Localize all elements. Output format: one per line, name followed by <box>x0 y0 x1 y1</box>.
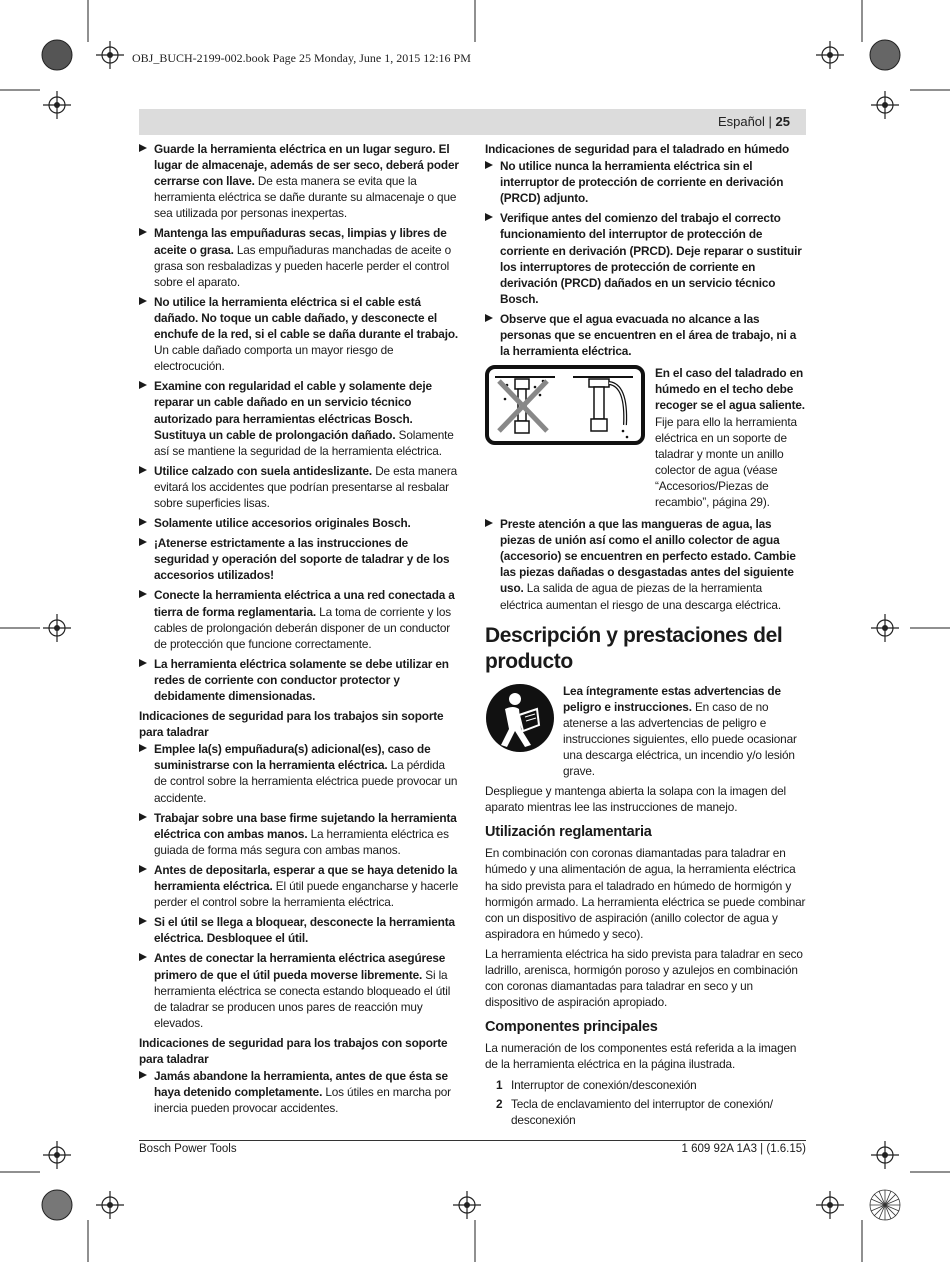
ceiling-drilling-bold: En el caso del taladrado en húmedo en el techo debe recoger se el agua saliente. <box>655 366 805 413</box>
bullet-triangle-icon <box>139 466 147 474</box>
header-bar <box>139 109 806 135</box>
component-number: 1 <box>496 1077 503 1092</box>
footer-doc-id: 1 609 92A 1A3 | (1.6.15) <box>681 1143 806 1155</box>
bullet-bold-text: No utilice la herramienta eléctrica si el cable está dañado. No toque un cable dañado, y desconecte el enchufe de la red, si el cable se daña durante el trabajo. <box>154 294 459 342</box>
bullet-body-text: De esta manera se evita que la herramienta eléctrica se dañe durante su almacenaje o que sea utilizada por personas inexpertas. <box>154 174 457 221</box>
bullet-item <box>139 587 459 651</box>
print-metadata: OBJ_BUCH-2199-002.book Page 25 Monday, June 1, 2015 12:16 PM <box>132 51 471 65</box>
heading-utilizacion: Utilización reglamentaria <box>485 824 652 841</box>
bullet-bold-text: No utilice nunca la herramienta eléctrica sin el interruptor de protección de corriente en derivación (PRCD) adjunto. <box>500 159 784 206</box>
bullet-bold-text: Guarde la herramienta eléctrica en un lugar seguro. El lugar de almacenaje, además de ser seco, deberá poder cerrarse con llave. <box>154 142 459 189</box>
bullet-triangle-icon <box>139 744 147 752</box>
bullet-triangle-icon <box>485 213 493 221</box>
bullet-bold-text: Examine con regularidad el cable y solamente deje reparar un cable dañado en un servicio técnico autorizado para herramientas eléctricas Bosch. Sustituya un cable de prolongación dañado. <box>154 379 432 442</box>
right-bullet-list-1 <box>485 158 806 359</box>
right-bullet-list-2 <box>485 516 806 613</box>
bullet-bold-text: Emplee la(s) empuñadura(s) adicional(es), caso de suministrarse con la herramienta eléctrica. <box>154 742 431 773</box>
bullet-bold-text: Antes de conectar la herramienta eléctrica asegúrese primero de que el útil pueda moverse libremente. <box>154 951 446 982</box>
bullet-bold-text: Antes de depositarla, esperar a que se haya detenido la herramienta eléctrica. <box>154 862 458 894</box>
components-list <box>485 1077 806 1128</box>
bullet-bold-text: Utilice calzado con suela antideslizante. <box>154 463 373 478</box>
bullet-bold-text: Trabajar sobre una base firme sujetando la herramienta eléctrica con ambas manos. <box>154 810 457 841</box>
bullet-bold-text: Preste atención a que las mangueras de agua, las piezas de unión así como el anillo colector de agua (accesorio) se encuentren en perfecto estado. Cambie las piezas dañadas o desgastadas antes del siguiente uso. <box>500 517 796 596</box>
bullet-bold-text: Observe que el agua evacuada no alcance a las personas que se encuentren en el área de trabajo, ni a la herramienta eléctrica. <box>500 311 797 359</box>
bullet-item <box>139 862 459 910</box>
bullet-item <box>139 141 459 221</box>
bullet-body-text: Un cable dañado comporta un mayor riesgo de electrocución. <box>154 343 394 374</box>
subheading-con-soporte: Indicaciones de seguridad para los trabajos con soporte para taladrar <box>139 1035 448 1066</box>
bullet-bold-text: La herramienta eléctrica solamente se debe utilizar en redes de corriente con conductor protector y debidamente dimensionadas. <box>154 656 449 703</box>
left-bullet-list-1 <box>139 141 459 704</box>
bullet-item <box>139 535 459 583</box>
bullet-triangle-icon <box>139 538 147 546</box>
bullet-triangle-icon <box>485 161 493 169</box>
bullet-item <box>485 158 806 206</box>
read-instructions-block <box>485 683 806 780</box>
component-item <box>485 1077 806 1093</box>
page-number: 25 <box>775 114 790 129</box>
bullet-bold-text: Mantenga las empuñaduras secas, limpias y libres de aceite o grasa. <box>154 226 447 257</box>
bullet-item <box>139 950 459 1030</box>
bullet-body-text: La herramienta eléctrica es guiada de forma más segura con ambas manos. <box>154 826 449 857</box>
bullet-body-text: La toma de corriente y los cables de prolongación deberán disponer de un conductor de protección que funcione correctamente. <box>154 604 452 651</box>
bullet-bold-text: Si el útil se llega a bloquear, desconecte la herramienta eléctrica. Desbloquee el útil. <box>154 915 455 946</box>
bullet-bold-text: Conecte la herramienta eléctrica a una red conectada a tierra de forma reglamentaria. <box>154 588 455 619</box>
ceiling-drilling-body: Fije para ello la herramienta eléctrica en un soporte de taladrar y monte un anillo colector de agua (véase “Accesorios/Piezas de recambio”, página 29). <box>655 414 797 509</box>
components-intro: La numeración de los componentes está referida a la imagen de la herramienta eléctrica en la página ilustrada. <box>485 1041 797 1072</box>
component-label: Interruptor de conexión/desconexión <box>511 1077 697 1092</box>
bullet-body-text: La salida de agua de piezas de la herramienta eléctrica aumentan el riesgo de una descarga eléctrica. <box>500 581 781 612</box>
component-item <box>485 1096 806 1128</box>
bullet-item <box>139 225 459 289</box>
bullet-triangle-icon <box>485 519 493 527</box>
bullet-bold-text: Verifique antes del comienzo del trabajo el correcto funcionamiento del interruptor de protección de corriente en derivación (PRCD). Deje reparar o sustituir los interruptores de protección de corriente en derivación (PRCD) dañados en un servicio técnico Bosch. <box>500 211 802 306</box>
bullet-triangle-icon <box>139 297 147 305</box>
section-title: Descripción y prestaciones del producto <box>485 623 783 673</box>
bullet-triangle-icon <box>139 659 147 667</box>
bullet-body-text: La pérdida de control sobre la herramienta eléctrica puede provocar un accidente. <box>154 758 458 805</box>
bullet-triangle-icon <box>485 314 493 322</box>
bullet-item <box>139 810 459 858</box>
bullet-item <box>139 914 459 946</box>
component-label: Tecla de enclavamiento del interruptor de conexión/ desconexión <box>511 1096 773 1127</box>
bullet-item <box>139 378 459 458</box>
left-bullet-list-2 <box>139 741 459 1031</box>
fold-out-paragraph: Despliegue y mantenga abierta la solapa con la imagen del aparato mientras lee las instrucciones de manejo. <box>485 784 786 815</box>
bullet-item <box>139 656 459 704</box>
ceiling-drilling-figure-block <box>485 365 806 510</box>
right-column <box>485 141 806 1131</box>
bullet-body-text: Si la herramienta eléctrica se conecta estando bloqueado el útil de taladrar se producen unos pares de reacción muy elevados. <box>154 967 451 1030</box>
bullet-triangle-icon <box>139 590 147 598</box>
bullet-triangle-icon <box>139 228 147 236</box>
footer-rule <box>139 1140 806 1141</box>
ceiling-drilling-illustration <box>485 365 645 445</box>
bullet-bold-text: ¡Atenerse estrictamente a las instrucciones de seguridad y operación del soporte de taladrar y de los accesorios utilizados! <box>154 536 450 583</box>
bullet-item <box>485 516 806 613</box>
bullet-triangle-icon <box>139 865 147 873</box>
intended-use-paragraph-2: La herramienta eléctrica ha sido prevista para taladrar en seco ladrillo, arenisca, hormigón poroso y azulejos en combinación con coronas diamantadas para taladrar en seco y un dispositivo de aspiración apropiado. <box>485 946 803 1010</box>
bullet-bold-text: Solamente utilice accesorios originales Bosch. <box>154 516 411 531</box>
bullet-triangle-icon <box>139 813 147 821</box>
bullet-item <box>139 463 459 511</box>
bullet-item <box>139 294 459 374</box>
intended-use-paragraph-1: En combinación con coronas diamantadas para taladrar en húmedo y una alimentación de agua, la herramienta eléctrica ha sido prevista para el taladrado en húmedo de hormigón y hormigón armado. La herramienta eléctrica se puede combinar con un dispositivo de aspiración (anillo colector de agua y aspiradora en húmedo y seco). <box>485 846 806 941</box>
bullet-triangle-icon <box>139 144 147 152</box>
subheading-sin-soporte: Indicaciones de seguridad para los trabajos sin soporte para taladrar <box>139 709 444 740</box>
bullet-triangle-icon <box>139 518 147 526</box>
bullet-triangle-icon <box>139 917 147 925</box>
bullet-item <box>485 210 806 307</box>
header-language: Español <box>717 114 765 129</box>
bullet-body-text: Las empuñaduras manchadas de aceite o grasa son resbaladizas y pueden hacerle perder el control sobre el aparato. <box>154 242 451 289</box>
subheading-taladrado-humedo: Indicaciones de seguridad para el taladrado en húmedo <box>485 142 790 156</box>
bullet-triangle-icon <box>139 381 147 389</box>
component-number: 2 <box>496 1096 503 1111</box>
bullet-item <box>139 515 459 531</box>
bullet-triangle-icon <box>139 953 147 961</box>
bullet-body-text: Los útiles en marcha por inercia pueden provocar accidentes. <box>154 1085 451 1116</box>
bullet-item <box>139 1068 459 1116</box>
read-instructions-text <box>563 683 806 780</box>
read-manual-icon <box>485 683 555 753</box>
left-column <box>139 141 459 1120</box>
ceiling-drilling-text <box>655 365 806 510</box>
bullet-item <box>485 311 806 359</box>
read-instructions-bold: Lea íntegramente estas advertencias de peligro e instrucciones. <box>563 683 781 714</box>
footer-brand: Bosch Power Tools <box>139 1143 237 1155</box>
bullet-body-text: De esta manera evitará los accidentes que podrían presentarse al resbalar sobre superficies lisas. <box>154 463 458 510</box>
left-bullet-list-3 <box>139 1068 459 1116</box>
bullet-item <box>139 741 459 805</box>
bullet-body-text: Solamente así se mantiene la seguridad de la herramienta eléctrica. <box>154 427 454 458</box>
bullet-body-text: El útil puede engancharse y hacerle perder el control sobre la herramienta eléctrica. <box>154 879 459 910</box>
bullet-triangle-icon <box>139 1071 147 1079</box>
page-header: Español | 25 <box>717 114 790 129</box>
bullet-bold-text: Jamás abandone la herramienta, antes de que ésta se haya detenido completamente. <box>154 1069 448 1100</box>
read-instructions-body: En caso de no atenerse a las advertencias de peligro e instrucciones siguientes, ello puede ocasionar una descarga eléctrica, un incendio y/o lesión grave. <box>563 699 797 779</box>
heading-componentes: Componentes principales <box>485 1019 658 1036</box>
